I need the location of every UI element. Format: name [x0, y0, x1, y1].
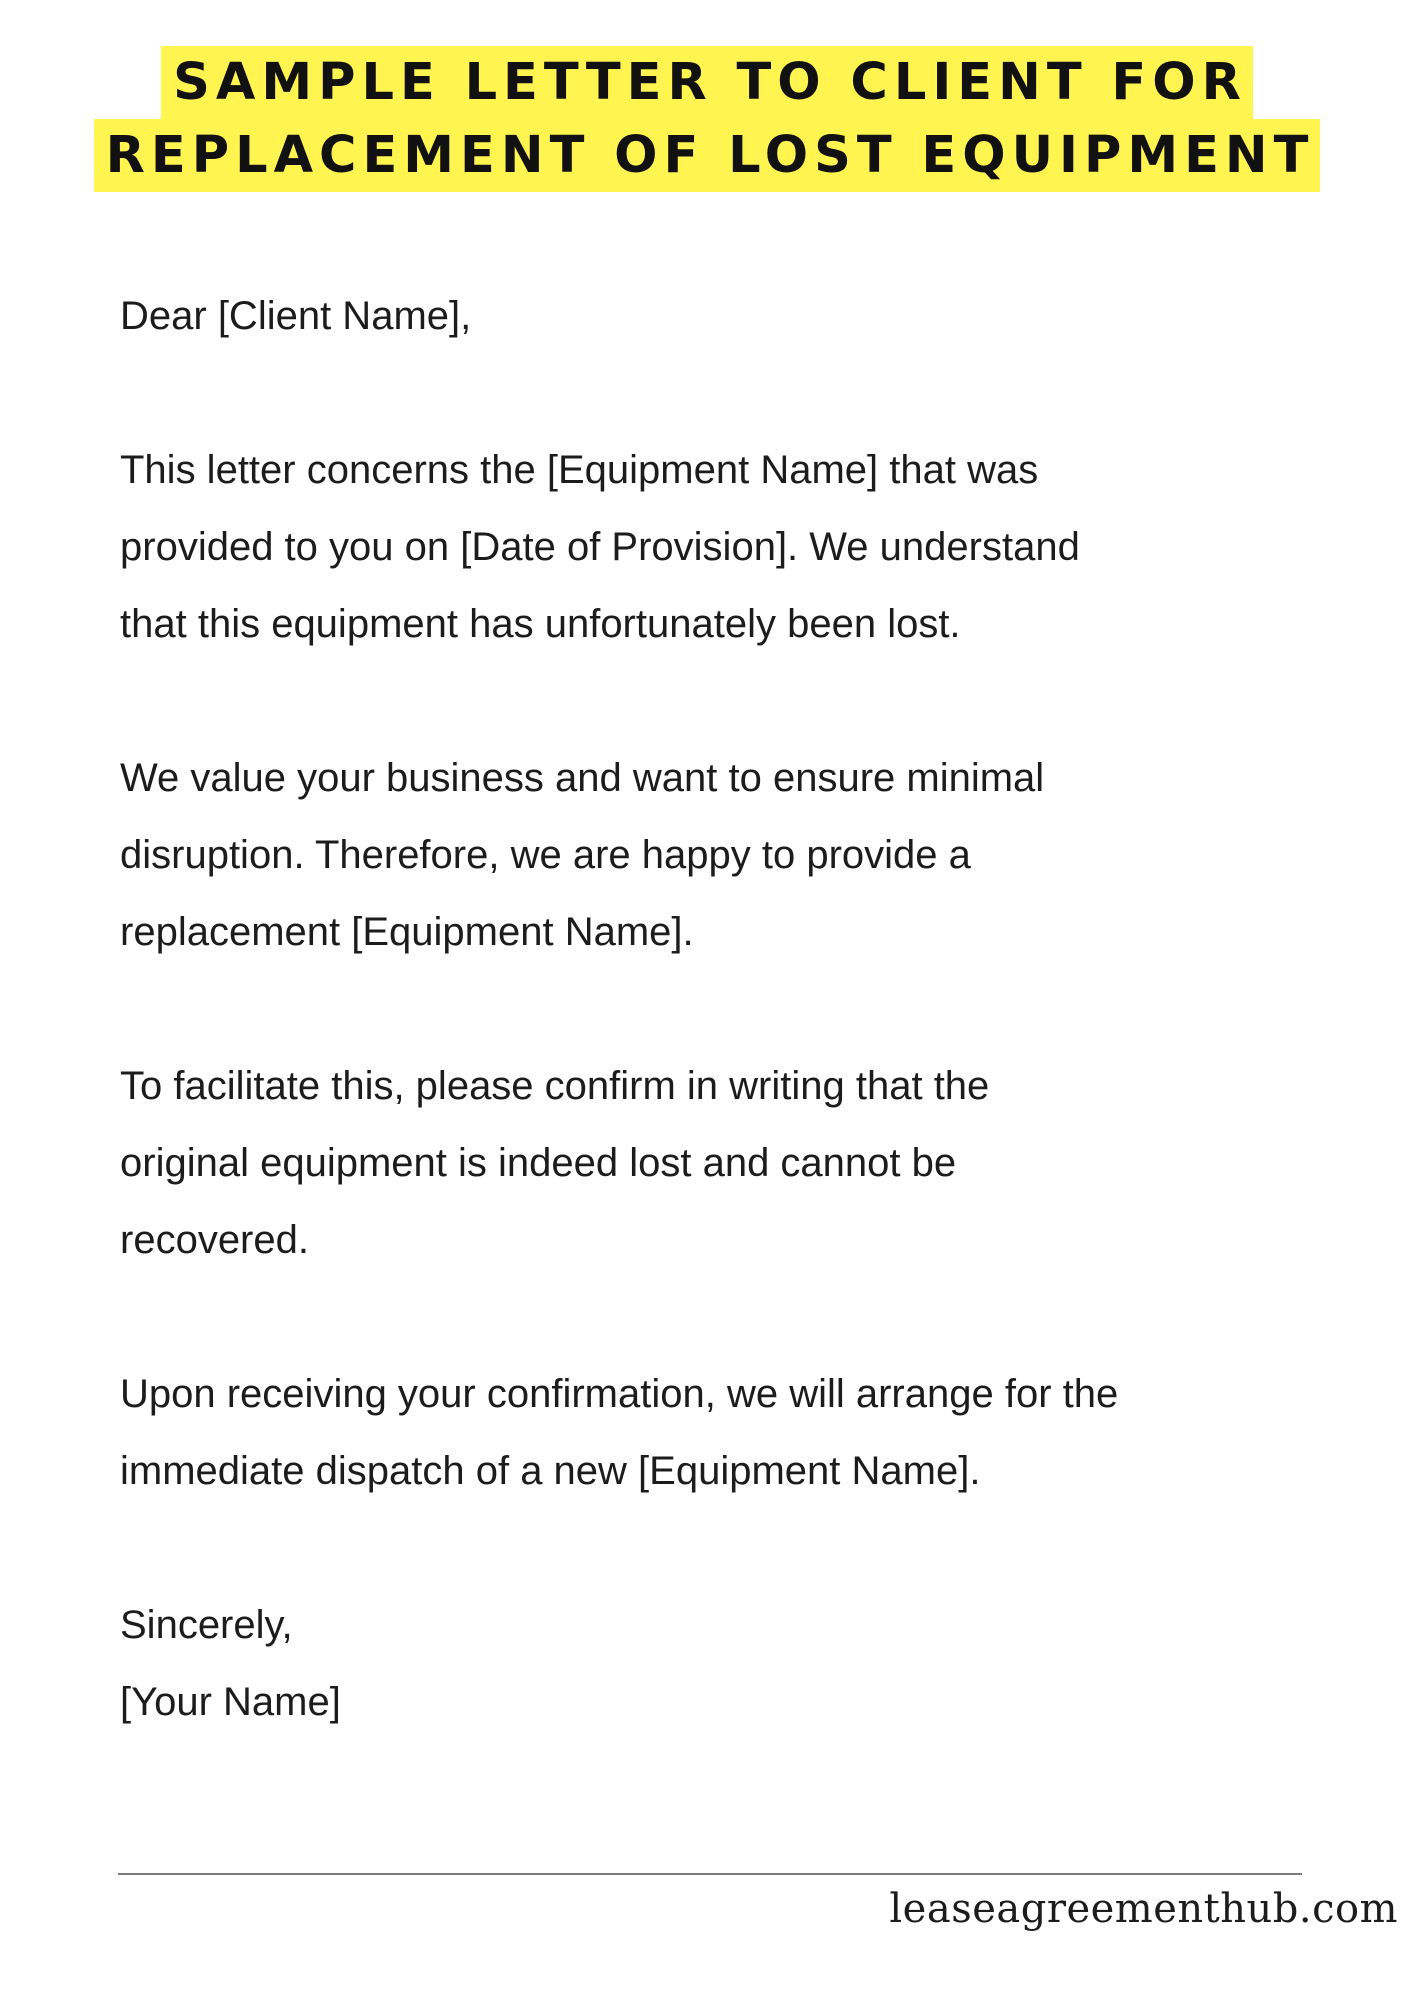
paragraph-3-line: original equipment is indeed lost and cannot be [120, 1141, 957, 1185]
paragraph-2-line: replacement [Equipment Name]. [120, 910, 694, 954]
paragraph-3-line: recovered. [120, 1218, 309, 1262]
paragraph-4 [120, 1356, 1360, 1510]
salutation [120, 278, 1360, 355]
title-line-2: REPLACEMENT OF LOST EQUIPMENT [94, 119, 1321, 192]
paragraph-1-line: This letter concerns the [Equipment Name] that was [120, 448, 1039, 492]
paragraph-4-line: Upon receiving your confirmation, we will arrange for the [120, 1372, 1119, 1416]
title-line-1: SAMPLE LETTER TO CLIENT FOR [161, 46, 1253, 119]
paragraph-2-line: disruption. Therefore, we are happy to provide a [120, 833, 971, 877]
letter-body [120, 278, 1360, 1741]
signature-placeholder: [Your Name] [120, 1680, 341, 1724]
letter-title [0, 46, 1414, 192]
salutation-text: Dear [Client Name], [120, 294, 472, 338]
paragraph-3 [120, 1048, 1360, 1279]
paragraph-1 [120, 432, 1360, 663]
paragraph-3-line: To facilitate this, please confirm in writing that the [120, 1064, 990, 1108]
paragraph-2-line: We value your business and want to ensure minimal [120, 756, 1045, 800]
closing-block [120, 1587, 1360, 1741]
paragraph-1-line: provided to you on [Date of Provision]. We understand [120, 525, 1080, 569]
paragraph-2 [120, 740, 1360, 971]
paragraph-4-line: immediate dispatch of a new [Equipment Name]. [120, 1449, 981, 1493]
closing-text: Sincerely, [120, 1603, 293, 1647]
paragraph-1-line: that this equipment has unfortunately been lost. [120, 602, 961, 646]
footer-divider [118, 1873, 1302, 1875]
footer-site: leaseagreementhub.com [889, 1886, 1398, 1932]
